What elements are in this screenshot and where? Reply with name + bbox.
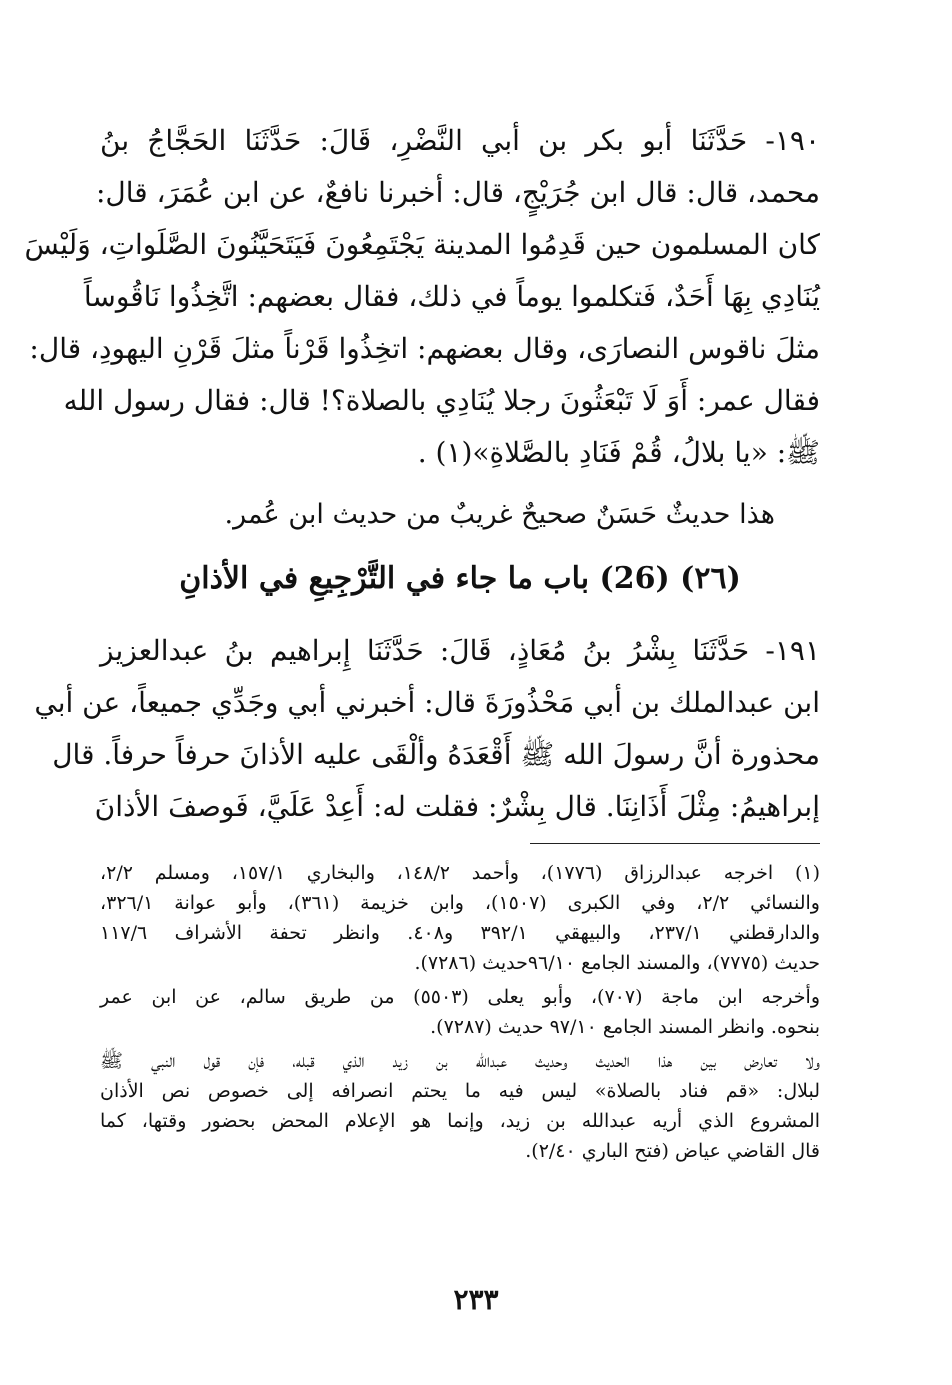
hadith-line: ﷺ: «يا بلالُ، قُمْ فَنَادِ بالصَّلاةِ»(١) . xyxy=(417,436,820,469)
hadith-grading: هذا حديثٌ حَسَنٌ صحيحٌ غريبٌ من حديث ابن عُمر. xyxy=(224,499,775,530)
footnotes xyxy=(100,858,820,1166)
footnote-divider xyxy=(530,843,820,844)
footnote-line: (١) اخرجه عبدالرزاق (١٧٧٦)، وأحمد ١٤٨/٢، والبخاري ١٥٧/١، ومسلم ٢/٢، xyxy=(100,862,820,884)
footnote-paragraph xyxy=(100,982,820,1042)
hadith-191 xyxy=(34,625,820,833)
hadith-line: محمد، قال: قال ابن جُرَيْجٍ، قال: أخبرنا نافعٌ، عن ابن عُمَرَ، قال: xyxy=(95,176,820,209)
footnote-line: لبلال: «قم فناد بالصلاة» ليس فيه ما يحتم انصرافه إلى خصوص نص الأذان xyxy=(100,1080,820,1102)
hadith-line: يُنَادِي بِهَا أَحَدٌ، فَتكلموا يوماً في ذلك، فقال بعضهم: اتَّخِذُوا نَاقُوساً xyxy=(83,280,820,313)
footnote-line: ولا تعارض بين هذا الحديث وحديث عبدالله بن زيد الذي قبله، فإن قول النبي ﷺ xyxy=(100,1050,820,1072)
footnote-line: بنحوه. وانظر المسند الجامع ٩٧/١٠ حديث (٧٢٨٧). xyxy=(430,1016,820,1038)
footnote-line: حديث (٧٧٧٥)، والمسند الجامع ٩٦/١٠حديث (٧٢٨٦). xyxy=(414,952,820,974)
hadith-line: كان المسلمون حين قَدِمُوا المدينة يَجْتَمِعُونَ فَيَتَحَيَّنُونَ الصَّلَواتِ، وَلَيْسَ xyxy=(24,228,820,261)
hadith-line: مثلَ ناقوس النصارَى، وقال بعضهم: اتخِذُوا قَرْناً مثلَ قَرْنِ اليهودِ، قال: xyxy=(29,332,820,365)
footnote-line: قال القاضي عياض (فتح الباري ٢/٤٠). xyxy=(525,1140,820,1162)
footnote-paragraph xyxy=(100,1046,820,1166)
hadith-line: إبراهيمُ: مِثْلَ أَذَانِنَا. قال بِشْرٌ: فقلت له: أَعِدْ عَلَيَّ، فَوصفَ الأذانَ xyxy=(94,790,820,823)
chapter-heading: (٢٦) (26) باب ما جاء في التَّرْجِيعِ في الأذانِ xyxy=(179,561,741,596)
hadith-line: ١٩٠- حَدَّثَنَا أبو بكر بن أبي النَّضْرِ، قَالَ: حَدَّثَنَا الحَجَّاجُ بنُ xyxy=(100,124,820,157)
hadith-line: ابن عبدالملك بن أبي مَحْذُورَةَ قال: أخبرني أبي وجَدِّي جميعاً، عن أبي xyxy=(34,686,820,719)
hadith-line: ١٩١- حَدَّثَنَا بِشْرُ بنُ مُعَاذٍ، قَالَ: حَدَّثَنَا إِبراهيم بنُ عبدالعزيز xyxy=(100,634,820,667)
footnote-line: وأخرجه ابن ماجة (٧٠٧)، وأبو يعلى (٥٥٠٣) من طريق سالم، عن ابن عمر xyxy=(100,986,820,1008)
footnote-line: والدارقطني ٢٣٧/١، والبيهقي ٣٩٢/١ و٤٠٨. وانظر تحفة الأشراف ١١٧/٦ xyxy=(100,922,820,944)
book-page xyxy=(24,115,820,1170)
footnote-line: والنسائي ٢/٢، وفي الكبرى (١٥٠٧)، وابن خزيمة (٣٦١)، وأبو عوانة ٣٢٦/١، xyxy=(100,892,820,914)
page-number: ٢٣٣ xyxy=(453,1283,499,1316)
hadith-line: محذورة أنَّ رسولَ الله ﷺ أَقْعَدَهُ وألْقَى عليه الأذانَ حرفاً حرفاً. قال xyxy=(52,738,820,771)
footnote-line: المشروع الذي أريه عبدالله بن زيد، وإنما هو الإعلام المحض بحضور وقتها، كما xyxy=(100,1110,820,1132)
hadith-190 xyxy=(24,115,820,479)
hadith-line: فقال عمر: أَوَ لَا تَبْعَثُونَ رجلا يُنَادِي بالصلاة؟! قال: فقال رسول الله xyxy=(63,384,820,417)
footnote-paragraph xyxy=(100,858,820,978)
